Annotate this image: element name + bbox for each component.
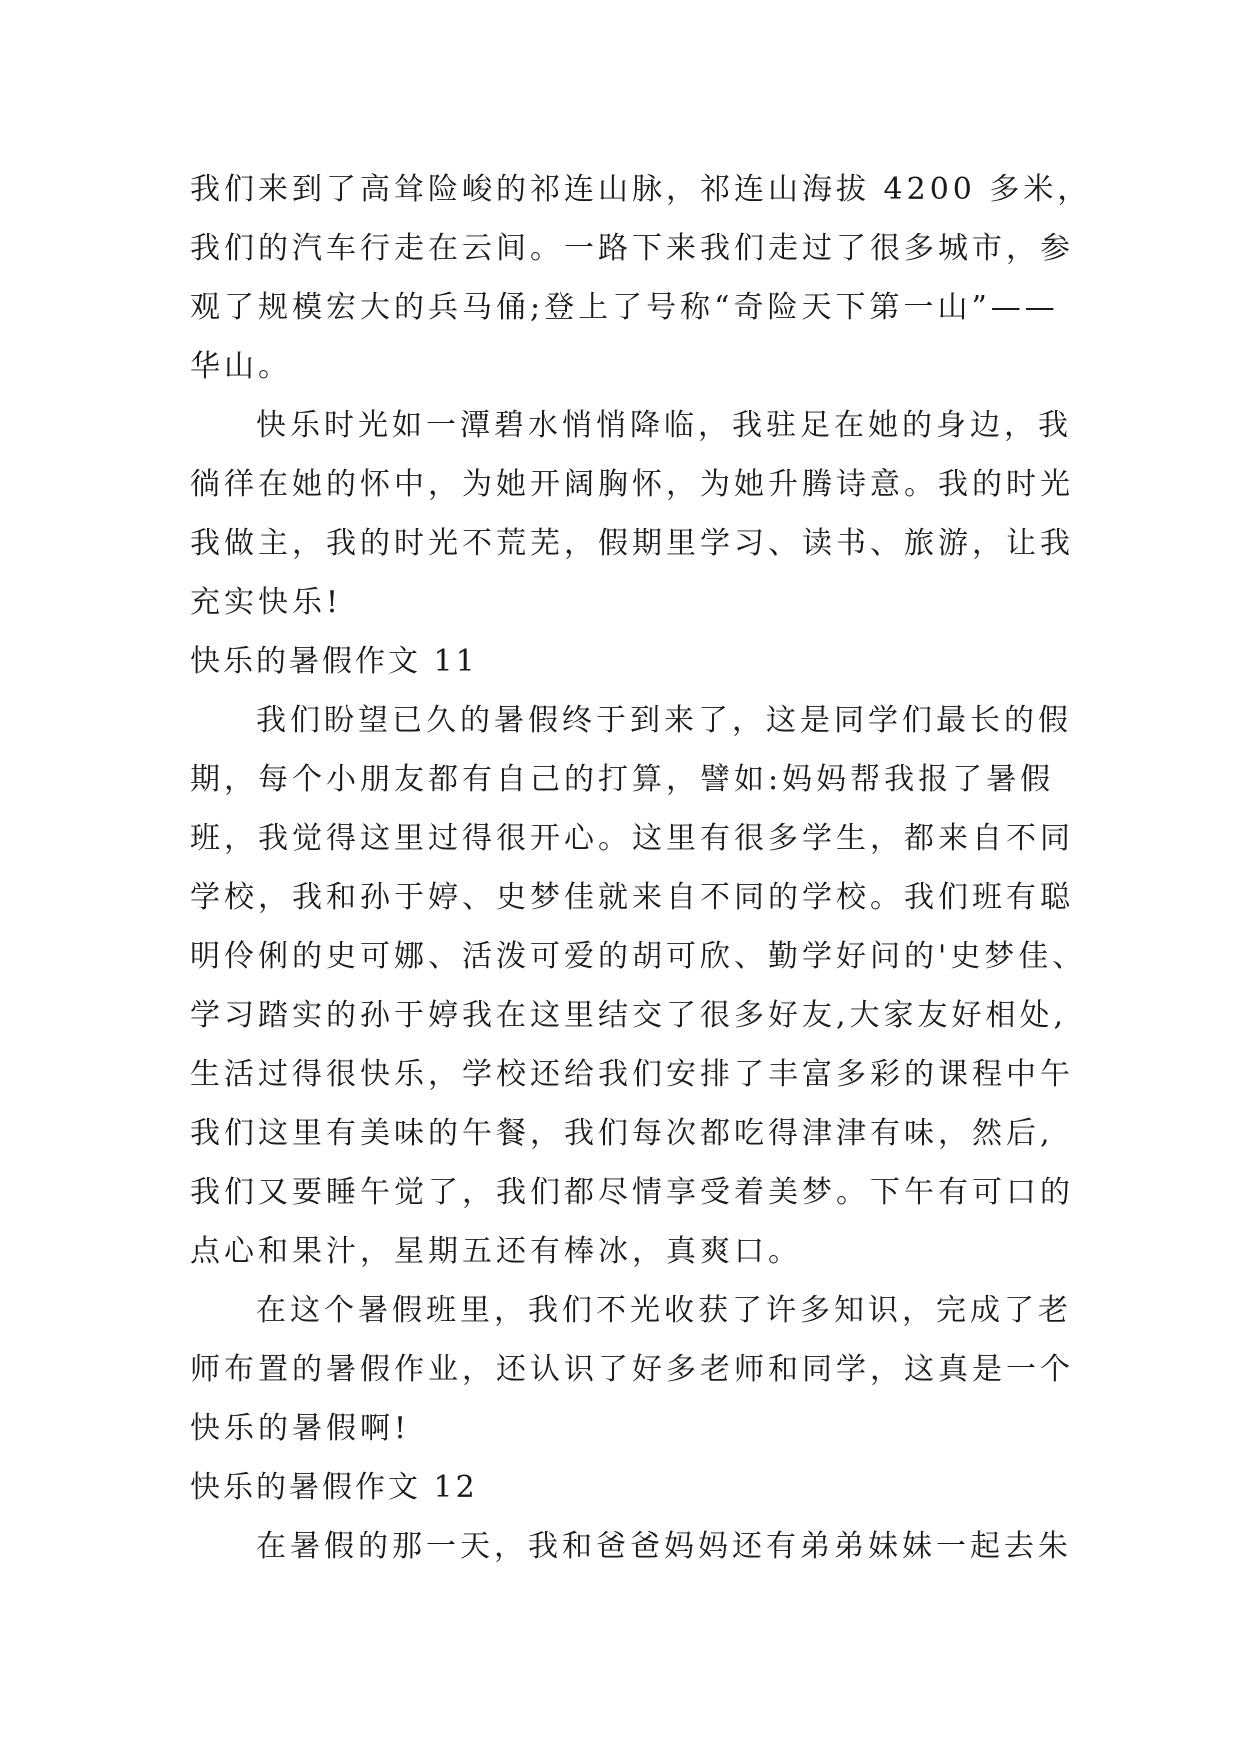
text-line: 我做主，我的时光不荒芜，假期里学习、读书、旅游，让我 — [190, 526, 1074, 561]
text-line: 徜徉在她的怀中，为她开阔胸怀，为她升腾诗意。我的时光 — [190, 467, 1074, 502]
text-line: 明伶俐的史可娜、活泼可爱的胡可欣、勤学好问的'史梦佳、 — [190, 939, 1087, 974]
text-line: 华山。 — [190, 349, 292, 384]
section-heading: 快乐的暑假作文 11 — [190, 644, 478, 679]
text-line: 班，我觉得这里过得很开心。这里有很多学生，都来自不同 — [190, 821, 1074, 856]
document-body — [190, 160, 1092, 1576]
text-line: 点心和果汁，星期五还有棒冰，真爽口。 — [190, 1234, 802, 1269]
text-line: 充实快乐! — [190, 585, 343, 620]
text-line: 学校，我和孙于婷、史梦佳就来自不同的学校。我们班有聪 — [190, 880, 1074, 915]
text-line: 学习踏实的孙于婷我在这里结交了很多好友,大家友好相处, — [190, 998, 1068, 1033]
text-line: 我们盼望已久的暑假终于到来了，这是同学们最长的假 — [256, 703, 1072, 738]
text-line: 快乐的暑假啊! — [190, 1411, 411, 1446]
text-line: 生活过得很快乐，学校还给我们安排了丰富多彩的课程中午 — [190, 1057, 1074, 1092]
text-line: 师布置的暑假作业，还认识了好多老师和同学，这真是一个 — [190, 1352, 1074, 1387]
text-line: 我们这里有美味的午餐，我们每次都吃得津津有味，然后, — [190, 1116, 1054, 1151]
text-line: 我们的汽车行走在云间。一路下来我们走过了很多城市，参 — [190, 231, 1074, 266]
text-line: 观了规模宏大的兵马俑;登上了号称“奇险天下第一山”—— — [190, 290, 1059, 325]
text-line: 我们来到了高耸险峻的祁连山脉，祁连山海拔 4200 多米， — [190, 172, 1092, 207]
text-line: 我们又要睡午觉了，我们都尽情享受着美梦。下午有可口的 — [190, 1175, 1074, 1210]
text-line: 在暑假的那一天，我和爸爸妈妈还有弟弟妹妹一起去朱 — [256, 1529, 1072, 1564]
text-line: 快乐时光如一潭碧水悄悄降临，我驻足在她的身边，我 — [256, 408, 1072, 443]
text-line: 在这个暑假班里，我们不光收获了许多知识，完成了老 — [256, 1293, 1072, 1328]
section-heading: 快乐的暑假作文 12 — [190, 1470, 478, 1505]
text-line: 期，每个小朋友都有自己的打算，譬如:妈妈帮我报了暑假 — [190, 762, 1055, 797]
